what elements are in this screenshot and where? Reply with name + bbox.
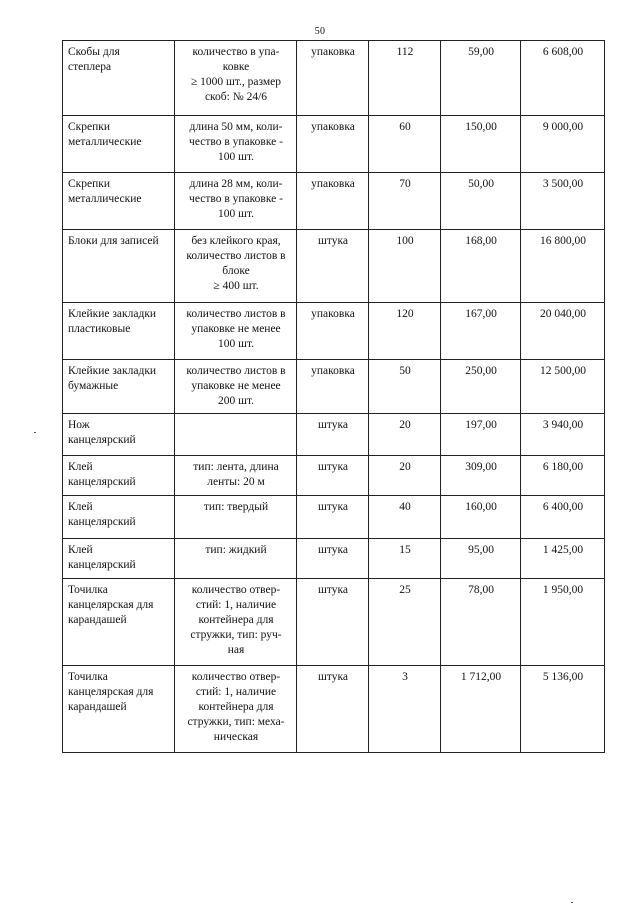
item-description-cell	[175, 303, 297, 360]
total-cell: 6 400,00	[521, 496, 605, 539]
item-description-cell-line: количество отвер-	[191, 671, 281, 683]
item-name-cell-line: Клейкие закладки	[68, 308, 157, 320]
item-name-cell-line: Точилка	[68, 584, 108, 596]
item-name-cell	[63, 173, 175, 230]
total-cell: 6 608,00	[521, 41, 605, 116]
unit-price-cell: 1 712,00	[441, 666, 521, 753]
scan-speck	[34, 432, 36, 433]
item-description-cell	[175, 116, 297, 173]
item-description-cell	[175, 579, 297, 666]
unit-cell: штука	[297, 414, 369, 456]
item-description-cell-line: ≥ 1000 шт., размер	[190, 76, 282, 88]
table-row	[63, 360, 605, 414]
item-name-cell	[63, 414, 175, 456]
unit-price-cell: 160,00	[441, 496, 521, 539]
total-cell: 1 425,00	[521, 539, 605, 579]
item-name-cell-line: Клейкие закладки	[68, 365, 157, 377]
item-name-cell-line: канцелярский	[68, 516, 136, 528]
item-name-cell	[63, 360, 175, 414]
item-name-cell-line: Скрепки	[68, 121, 111, 133]
unit-price-cell: 167,00	[441, 303, 521, 360]
item-name-cell	[63, 666, 175, 753]
quantity-cell: 60	[369, 116, 441, 173]
item-description-cell-line: количество в упа-	[192, 46, 280, 58]
item-description-cell-line: тип: лента, длина	[193, 461, 279, 473]
unit-cell: штука	[297, 579, 369, 666]
item-description-cell-line: 100 шт.	[217, 208, 255, 220]
quantity-cell: 50	[369, 360, 441, 414]
item-name-cell-line: Клей	[68, 501, 93, 513]
item-description-cell-line: тип: твердый	[203, 501, 269, 513]
item-name-cell	[63, 579, 175, 666]
item-description-cell-line: упаковке не менее	[191, 323, 281, 335]
item-description-cell-line: ническая	[213, 731, 259, 743]
item-name-cell	[63, 116, 175, 173]
total-cell: 1 950,00	[521, 579, 605, 666]
item-name-cell-line: канцелярский	[68, 476, 136, 488]
unit-price-cell: 50,00	[441, 173, 521, 230]
item-description-cell-line: без клейкого края,	[191, 235, 281, 247]
unit-cell: штука	[297, 496, 369, 539]
table-row	[63, 579, 605, 666]
table-row	[63, 173, 605, 230]
item-description-cell-line: блоке	[222, 265, 250, 277]
supply-table	[62, 40, 605, 753]
item-description-cell-line: количество листов в	[186, 308, 286, 320]
item-name-cell-line: Скрепки	[68, 178, 111, 190]
quantity-cell: 40	[369, 496, 441, 539]
unit-price-cell: 150,00	[441, 116, 521, 173]
item-description-cell-line: ленты: 20 м	[207, 476, 265, 488]
item-description-cell-line: длина 50 мм, коли-	[189, 121, 283, 133]
total-cell: 16 800,00	[521, 230, 605, 303]
item-description-cell-line: стружки, тип: руч-	[190, 629, 282, 641]
item-description-cell-line: 100 шт.	[217, 338, 255, 350]
item-description-cell	[175, 496, 297, 539]
item-name-cell-line: бумажные	[68, 380, 119, 392]
item-description-cell-line: 100 шт.	[217, 151, 255, 163]
table-row	[63, 496, 605, 539]
item-description-cell-line: 200 шт.	[217, 395, 255, 407]
item-description-cell-line: скоб: № 24/6	[204, 91, 268, 103]
quantity-cell: 120	[369, 303, 441, 360]
item-name-cell-line: Скобы для	[68, 46, 120, 58]
unit-price-cell: 309,00	[441, 456, 521, 496]
quantity-cell: 20	[369, 456, 441, 496]
item-description-cell	[175, 360, 297, 414]
table-row	[63, 666, 605, 753]
item-description-cell-line: стружки, тип: меха-	[187, 716, 285, 728]
item-description-cell-line: ≥ 400 шт.	[213, 280, 259, 292]
unit-cell: штука	[297, 666, 369, 753]
unit-price-cell: 95,00	[441, 539, 521, 579]
table-row	[63, 230, 605, 303]
item-name-cell-line: карандашей	[68, 701, 127, 713]
quantity-cell: 3	[369, 666, 441, 753]
total-cell: 6 180,00	[521, 456, 605, 496]
item-name-cell	[63, 41, 175, 116]
total-cell: 9 000,00	[521, 116, 605, 173]
item-description-cell-line: количество отвер-	[191, 584, 281, 596]
item-description-cell	[175, 41, 297, 116]
item-name-cell	[63, 456, 175, 496]
item-name-cell-line: Блоки для записей	[68, 235, 159, 247]
item-description-cell-line: стий: 1, наличие	[195, 686, 277, 698]
quantity-cell: 112	[369, 41, 441, 116]
total-cell: 12 500,00	[521, 360, 605, 414]
unit-cell: штука	[297, 539, 369, 579]
table-body	[63, 41, 605, 753]
item-name-cell-line: карандашей	[68, 614, 127, 626]
item-description-cell-line: стий: 1, наличие	[195, 599, 277, 611]
item-description-cell	[175, 173, 297, 230]
item-description-cell-line: контейнера для	[198, 701, 274, 713]
table-row	[63, 414, 605, 456]
item-name-cell-line: канцелярская для	[68, 686, 154, 698]
unit-cell: упаковка	[297, 360, 369, 414]
item-description-cell-line: ная	[227, 644, 245, 656]
unit-cell: штука	[297, 456, 369, 496]
total-cell: 20 040,00	[521, 303, 605, 360]
item-description-cell	[175, 539, 297, 579]
unit-cell: упаковка	[297, 116, 369, 173]
quantity-cell: 25	[369, 579, 441, 666]
item-description-cell-line: тип: жидкий	[205, 544, 267, 556]
item-description-cell-line: количество листов в	[186, 250, 286, 262]
item-name-cell-line: пластиковые	[68, 323, 131, 335]
item-description-cell	[175, 666, 297, 753]
item-description-cell-line: контейнера для	[198, 614, 274, 626]
table-row	[63, 41, 605, 116]
total-cell: 3 500,00	[521, 173, 605, 230]
item-name-cell-line: металлические	[68, 136, 142, 148]
item-name-cell-line: Клей	[68, 461, 93, 473]
table-row	[63, 116, 605, 173]
item-description-cell-line: чество в упаковке -	[189, 193, 283, 205]
item-description-cell-line: чество в упаковке -	[189, 136, 283, 148]
item-description-cell-line: длина 28 мм, коли-	[189, 178, 283, 190]
unit-price-cell: 59,00	[441, 41, 521, 116]
item-name-cell	[63, 496, 175, 539]
item-name-cell-line: степлера	[68, 61, 112, 73]
item-name-cell-line: канцелярский	[68, 559, 136, 571]
table-row	[63, 539, 605, 579]
unit-price-cell: 250,00	[441, 360, 521, 414]
item-description-cell-line: ковке	[222, 61, 250, 73]
item-name-cell-line: канцелярский	[68, 434, 136, 446]
item-description-cell	[175, 456, 297, 496]
item-name-cell	[63, 539, 175, 579]
table-row	[63, 456, 605, 496]
unit-cell: упаковка	[297, 41, 369, 116]
quantity-cell: 15	[369, 539, 441, 579]
unit-cell: упаковка	[297, 173, 369, 230]
scan-speck	[571, 902, 573, 903]
total-cell: 5 136,00	[521, 666, 605, 753]
total-cell: 3 940,00	[521, 414, 605, 456]
table-row	[63, 303, 605, 360]
item-description-cell	[175, 230, 297, 303]
page-number: 50	[314, 26, 326, 37]
quantity-cell: 70	[369, 173, 441, 230]
item-name-cell-line: металлические	[68, 193, 142, 205]
item-name-cell	[63, 303, 175, 360]
item-name-cell-line: канцелярская для	[68, 599, 154, 611]
quantity-cell: 20	[369, 414, 441, 456]
item-description-cell	[175, 414, 297, 456]
unit-cell: штука	[297, 230, 369, 303]
unit-cell: упаковка	[297, 303, 369, 360]
unit-price-cell: 168,00	[441, 230, 521, 303]
unit-price-cell: 78,00	[441, 579, 521, 666]
item-description-cell-line: количество листов в	[186, 365, 286, 377]
item-name-cell-line: Точилка	[68, 671, 108, 683]
unit-price-cell: 197,00	[441, 414, 521, 456]
quantity-cell: 100	[369, 230, 441, 303]
item-description-cell-line: упаковке не менее	[191, 380, 281, 392]
item-name-cell-line: Нож	[68, 419, 90, 431]
item-name-cell	[63, 230, 175, 303]
item-name-cell-line: Клей	[68, 544, 93, 556]
